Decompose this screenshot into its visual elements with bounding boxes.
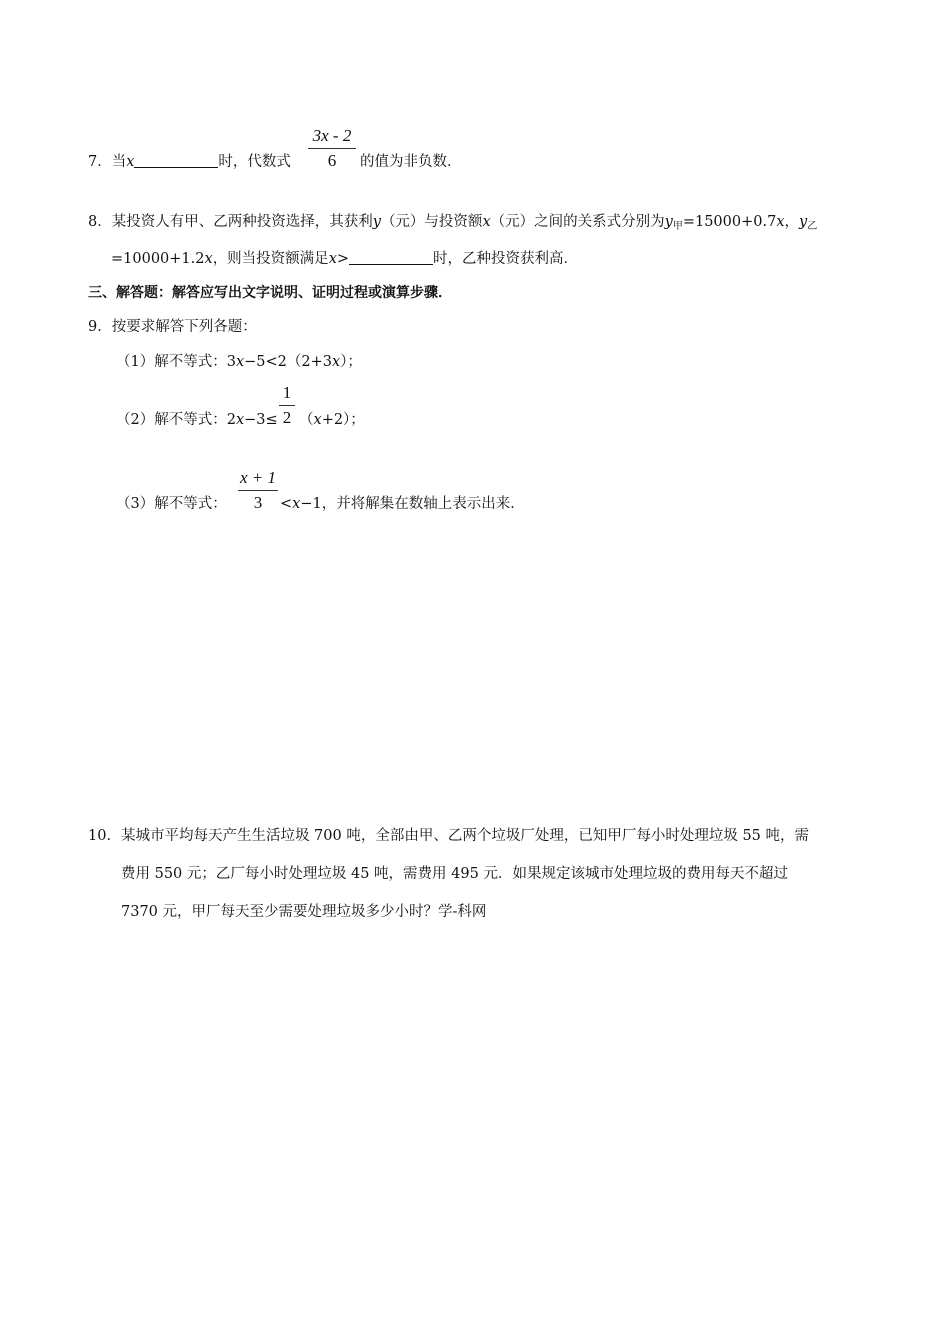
fraction-numerator: 3x - 2 [312,126,352,145]
fraction-denominator: 2 [282,408,292,427]
fraction-bar [308,148,356,149]
equation: =15000+0.7 [682,214,777,230]
question-text: 8．某投资人有甲、乙两种投资选择，其获利 [88,214,373,230]
variable-x: x [292,496,301,512]
variable-x: x [204,251,213,267]
fraction-bar [238,490,278,491]
fraction-q7 [308,126,356,171]
symbol: > [336,251,350,267]
question-text: 时，代数式 [218,154,291,170]
answer-blank[interactable] [349,250,433,265]
variable-x: x [126,154,135,170]
question-8-line-1 [88,212,817,237]
fraction-numerator: x + 1 [239,468,277,487]
fraction-denominator: 3 [253,493,263,512]
variable-x: x [482,214,491,230]
question-text: （ [299,412,314,428]
variable-x: x [776,214,785,230]
question-text: （元）之间的关系式分别为 [490,214,665,230]
subscript: 甲 [672,221,683,232]
question-9-part-2 [116,410,278,430]
question-text: +2）； [321,412,365,428]
variable-x: x [235,354,245,370]
question-9-part-3-tail [280,494,525,514]
question-text: 当 [111,154,127,170]
question-10-line-1: 10．某城市平均每天产生生活垃圾 700 吨，全部由甲、乙两个垃圾厂处理，已知甲厂每小时处理垃圾 55 吨，需 [88,828,810,844]
question-7-tail [360,152,462,172]
question-9-part-1 [116,352,362,372]
question-text: （1）解不等式：3 [116,354,236,370]
question-text: −5<2（2+3 [244,354,332,370]
question-9-part-2-tail [299,410,365,430]
variable-x: x [328,251,337,267]
question-text: 时，乙种投资获利高． [433,251,579,267]
fraction-numerator: 1 [282,383,292,402]
fraction-q9-3 [238,468,278,513]
question-text: （元）与投资额 [380,214,483,230]
section-heading: 三、解答题：解答应写出文字说明、证明过程或演算步骤． [88,285,452,301]
question-text: （3）解不等式： [116,496,227,512]
variable-y: y [799,214,808,230]
question-10-line-3: 7370 元，甲厂每天至少需要处理垃圾多少小时？学-科网 [121,904,487,920]
variable-y: y [372,214,381,230]
question-10-line-2: 费用 550 元；乙厂每小时处理垃圾 45 吨，需费用 495 元．如果规定该城市处理垃圾的费用每天不超过 [121,866,788,882]
question-text: ，则当投资额满足 [212,251,329,267]
question-7 [88,152,291,172]
fraction-denominator: 6 [327,151,337,170]
variable-x: x [332,354,341,370]
variable-y: y [664,214,673,230]
question-text: −1，并将解集在数轴上表示出来． [300,496,525,512]
variable-x: x [313,412,322,428]
punctuation: ， [784,214,800,230]
question-9-part-3 [116,494,227,514]
question-9-title: 9．按要求解答下列各题： [88,319,257,335]
question-text: −3≤ [244,412,278,428]
answer-blank[interactable] [134,153,218,168]
question-text: ）； [340,354,362,370]
equation: =10000+1.2 [111,251,205,267]
question-text: < [280,496,293,512]
fraction-bar [279,405,295,406]
question-text: 的值为非负数． [360,154,462,170]
variable-x: x [235,412,245,428]
question-number: 7． [88,154,112,170]
fraction-q9-2 [279,383,295,428]
subscript: 乙 [807,221,818,232]
question-text: （2）解不等式：2 [116,412,236,428]
question-8-line-2 [111,249,578,269]
